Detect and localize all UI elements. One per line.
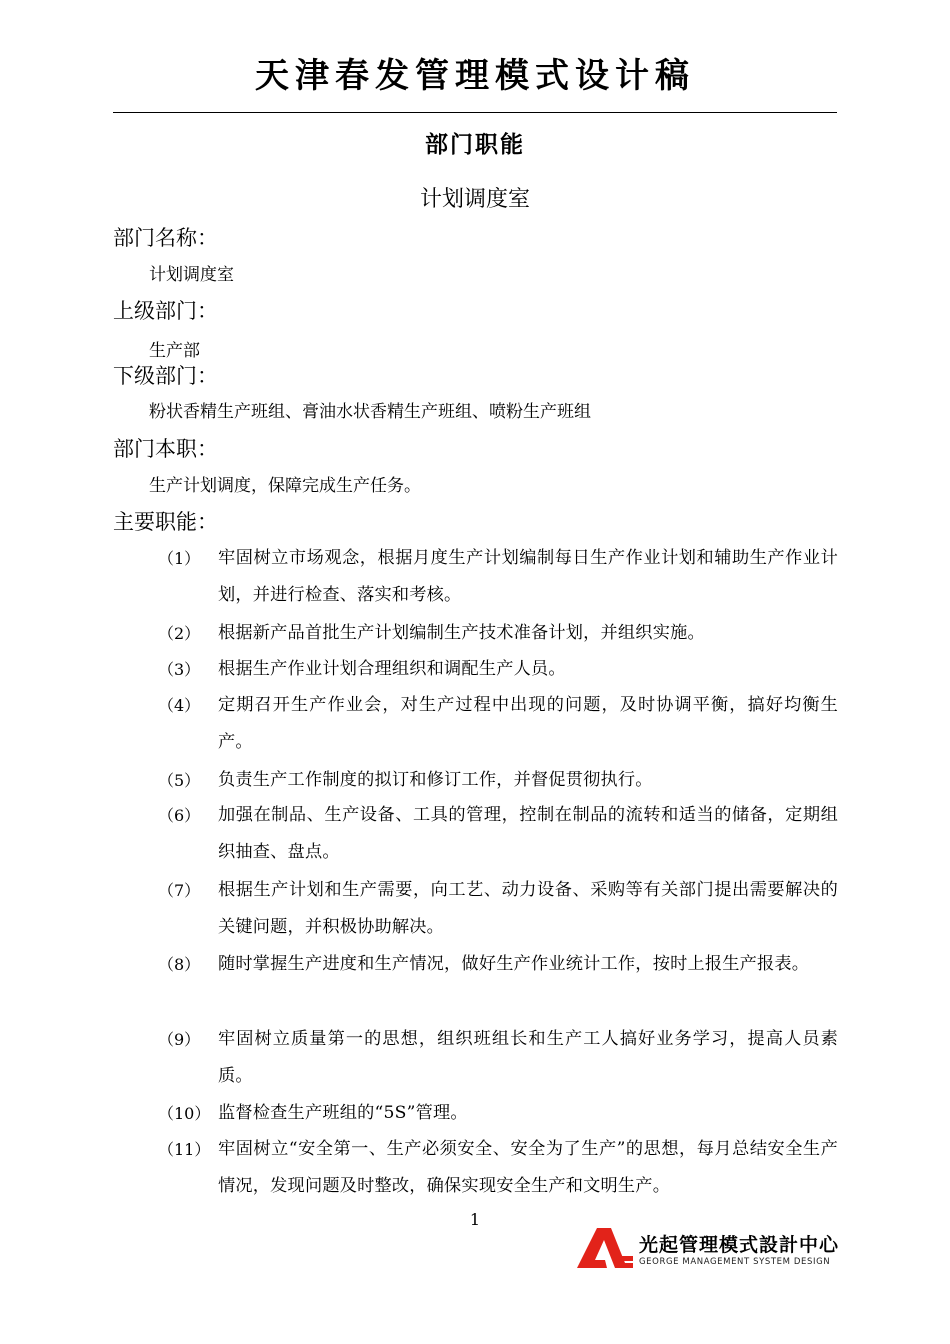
subordinate-dept-label: 下级部门：	[113, 364, 218, 388]
function-text: 根据生产计划和生产需要，向工艺、动力设备、采购等有关部门提出需要解决的关键问题，并积极协助解决。	[218, 880, 838, 937]
function-text: 监督检查生产班组的“5S”管理。	[218, 1103, 468, 1123]
function-number: （7）	[158, 881, 201, 900]
superior-dept-label: 上级部门：	[113, 299, 218, 323]
dept-name-label: 部门名称：	[113, 226, 218, 250]
function-text: 负责生产工作制度的拟订和修订工作，并督促贯彻执行。	[218, 770, 653, 790]
document-header-title: 天津春发管理模式设计稿	[255, 56, 695, 96]
function-text: 牢固树立市场观念，根据月度生产计划编制每日生产作业计划和辅助生产作业计划，并进行检查、落实和考核。	[218, 548, 838, 605]
function-number: （4）	[158, 696, 201, 715]
logo-subtitle: GEORGE MANAGEMENT SYSTEM DESIGN	[639, 1257, 831, 1267]
function-item	[158, 540, 838, 614]
subordinate-dept-value: 粉状香精生产班组、膏油水状香精生产班组、喷粉生产班组	[149, 402, 591, 422]
function-item	[158, 687, 838, 761]
function-text: 牢固树立“安全第一、生产必须安全、安全为了生产”的思想，每月总结安全生产情况，发现问题及时整改，确保实现安全生产和文明生产。	[218, 1139, 838, 1196]
function-number: （3）	[158, 660, 201, 679]
function-item	[158, 651, 838, 688]
function-text: 根据生产作业计划合理组织和调配生产人员。	[218, 659, 566, 679]
function-number: （9）	[158, 1030, 201, 1049]
section-title: 部门职能	[425, 132, 525, 158]
logo-name: 光起管理模式設計中心	[639, 1234, 840, 1256]
function-number: （1）	[158, 549, 201, 568]
department-heading: 计划调度室	[419, 187, 530, 212]
function-item	[158, 797, 838, 871]
superior-dept-value: 生产部	[149, 341, 200, 361]
company-logo	[575, 1226, 845, 1272]
main-functions-label: 主要职能：	[113, 510, 218, 534]
function-number: （11）	[158, 1140, 211, 1159]
function-item	[158, 615, 838, 652]
function-item	[158, 1131, 838, 1205]
function-text: 根据新产品首批生产计划编制生产技术准备计划，并组织实施。	[218, 623, 705, 643]
function-text: 随时掌握生产进度和生产情况，做好生产作业统计工作，按时上报生产报表。	[218, 954, 810, 974]
logo-a-mark-icon	[575, 1226, 635, 1270]
dept-name-value: 计划调度室	[149, 265, 234, 285]
header-divider	[113, 112, 837, 113]
function-item	[158, 1021, 838, 1095]
dept-duty-label: 部门本职：	[113, 437, 218, 461]
function-text: 加强在制品、生产设备、工具的管理，控制在制品的流转和适当的储备，定期组织抽查、盘点。	[218, 805, 838, 862]
function-number: （2）	[158, 624, 201, 643]
dept-duty-value: 生产计划调度，保障完成生产任务。	[149, 476, 421, 496]
function-number: （5）	[158, 771, 201, 790]
function-item	[158, 762, 838, 799]
function-number: （6）	[158, 806, 201, 825]
page-number: 1	[469, 1210, 481, 1229]
function-number: （10）	[158, 1104, 211, 1123]
function-text: 牢固树立质量第一的思想，组织班组长和生产工人搞好业务学习，提高人员素质。	[218, 1029, 838, 1086]
function-text: 定期召开生产作业会，对生产过程中出现的问题，及时协调平衡，搞好均衡生产。	[218, 695, 838, 752]
function-number: （8）	[158, 955, 201, 974]
function-item	[158, 946, 838, 983]
function-item	[158, 1095, 838, 1132]
function-item	[158, 872, 838, 946]
